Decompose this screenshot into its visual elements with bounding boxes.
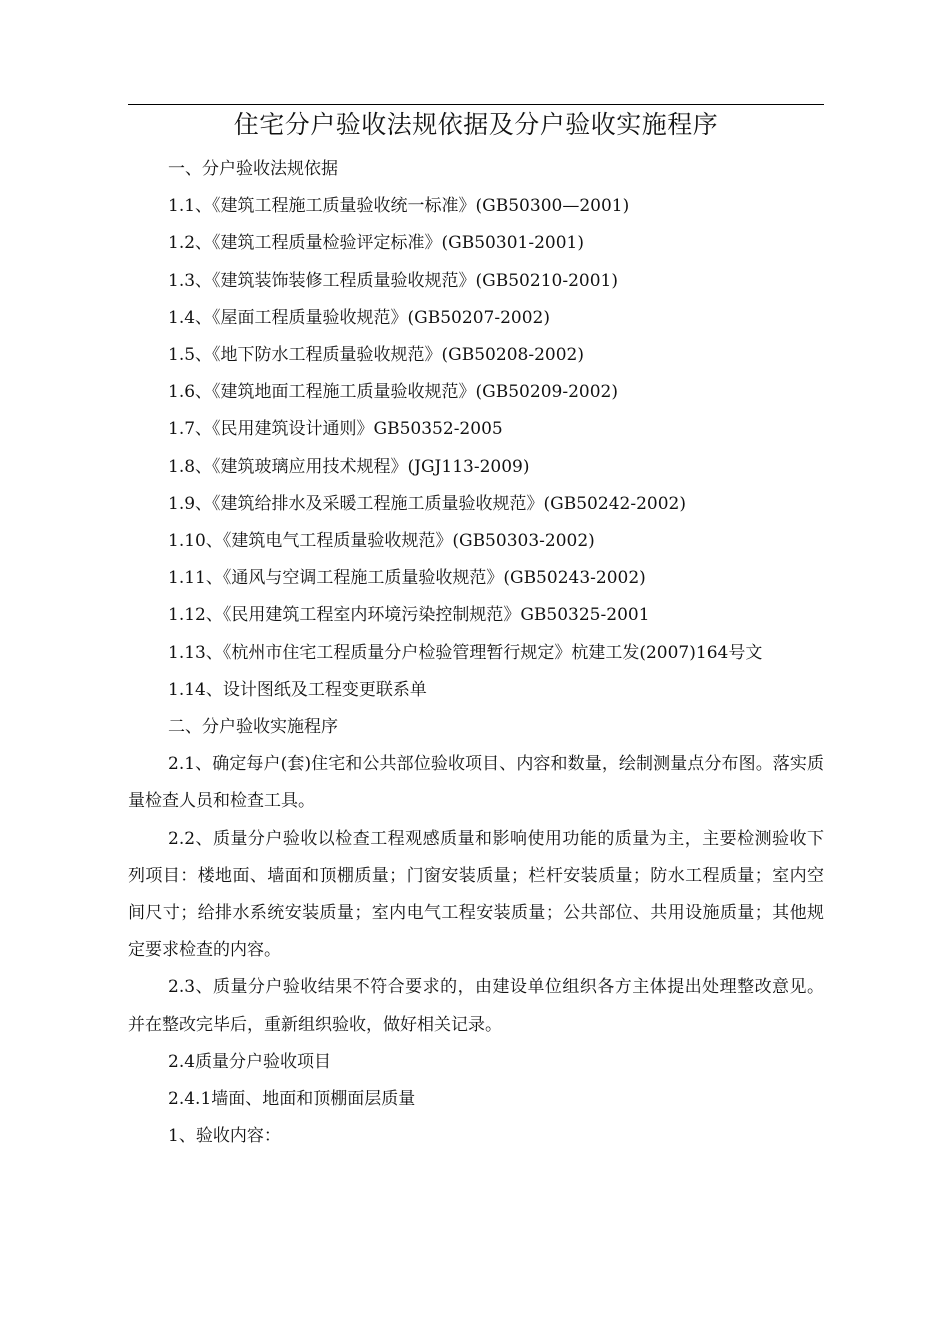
document-body: [128, 151, 824, 1155]
regulation-item: 1.14、设计图纸及工程变更联系单: [168, 679, 427, 700]
page-title: 住宅分户验收法规依据及分户验收实施程序: [233, 110, 719, 139]
regulation-item: 1.3、《建筑装饰装修工程质量验收规范》(GB50210-2001): [168, 270, 618, 291]
subsection-heading: 2.4质量分户验收项目: [168, 1051, 332, 1072]
regulation-item-wrapped: 1.13、《杭州市住宅工程质量分户检验管理暂行规定》杭建工发(2007)164号文: [168, 642, 763, 663]
regulation-item: 1.10、《建筑电气工程质量验收规范》(GB50303-2002): [168, 531, 595, 552]
regulation-item: 1.9、《建筑给排水及采暖工程施工质量验收规范》(GB50242-2002): [168, 493, 686, 514]
paragraph: 2.3、质量分户验收结果不符合要求的，由建设单位组织各方主体提出处理整改意见。并在整改完毕后，重新组织验收，做好相关记录。: [128, 977, 824, 1035]
regulation-item: 1.6、《建筑地面工程施工质量验收规范》(GB50209-2002): [168, 382, 618, 403]
regulation-item: 1.1、《建筑工程施工质量验收统一标准》(GB50300—2001): [168, 196, 630, 217]
regulation-item: 1.11、《通风与空调工程施工质量验收规范》(GB50243-2002): [168, 568, 646, 589]
section-heading: 一、分户验收法规依据: [168, 159, 338, 179]
section-heading: 二、分户验收实施程序: [168, 717, 338, 738]
list-item: 1、验收内容：: [168, 1126, 281, 1147]
subsection-heading: 2.4.1墙面、地面和顶棚面层质量: [168, 1089, 416, 1110]
header-rule: [128, 104, 824, 105]
regulation-item: 1.12、《民用建筑工程室内环境污染控制规范》GB50325-2001: [168, 605, 650, 626]
regulation-item: 1.4、《屋面工程质量验收规范》(GB50207-2002): [168, 307, 550, 328]
regulation-item: 1.2、《建筑工程质量检验评定标准》(GB50301-2001): [168, 233, 584, 254]
regulation-item: 1.7、《民用建筑设计通则》GB50352-2005: [168, 419, 503, 440]
regulation-item: 1.8、《建筑玻璃应用技术规程》(JGJ113-2009): [168, 456, 530, 477]
paragraph: 2.2、质量分户验收以检查工程观感质量和影响使用功能的质量为主，主要检测验收下列项目：楼地面、墙面和顶棚质量；门窗安装质量；栏杆安装质量；防水工程质量；室内空间尺寸；给排水系统安装质量；室内电气工程安装质量；公共部位、共用设施质量；其他规定要求检查的内容。: [128, 828, 824, 961]
regulation-item: 1.5、《地下防水工程质量验收规范》(GB50208-2002): [168, 345, 584, 366]
paragraph: 2.1、确定每户(套)住宅和公共部位验收项目、内容和数量，绘制测量点分布图。落实质量检查人员和检查工具。: [128, 754, 824, 812]
